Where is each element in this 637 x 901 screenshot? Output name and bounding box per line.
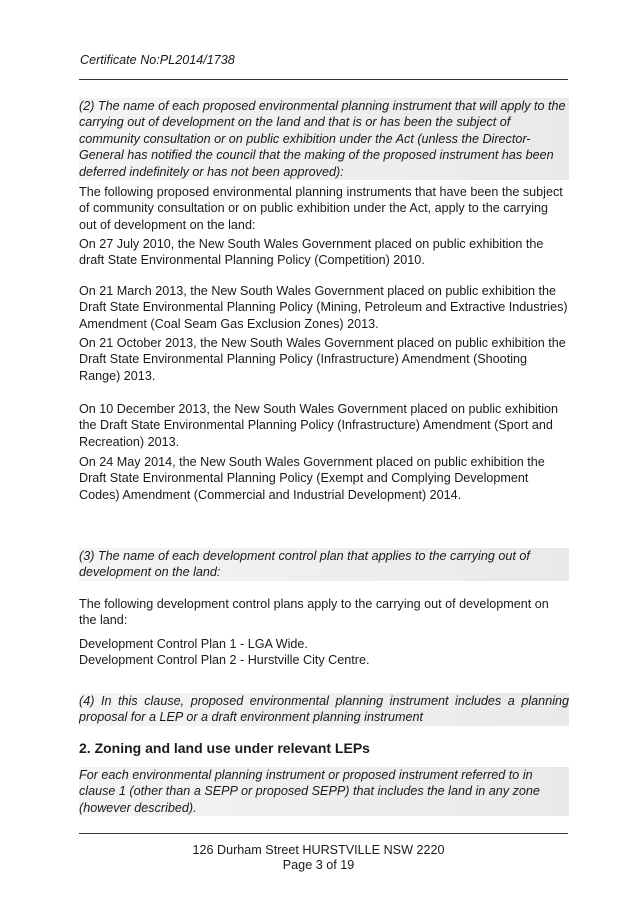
header-rule — [79, 79, 568, 80]
footer-page-number: Page 3 of 19 — [282, 858, 355, 872]
control-plan-1: Development Control Plan 1 - LGA Wide. — [79, 637, 308, 651]
item3-intro: The following development control plans apply to the carrying out of development on the land: — [79, 597, 549, 628]
section-2-text: For each environmental planning instrument or proposed instrument referred to in clause 1 (other than a SEPP or proposed SEPP) that includes the land in any zone (however described). — [79, 767, 569, 816]
item2-intro: The following proposed environmental planning instruments that have been the subject of community consultation or on public exhibition under the Act, apply to the carrying out of development on the land: — [79, 185, 563, 232]
item4-text: (4) In this clause, proposed environmental planning instrument includes a planning proposal for a LEP or a draft environment planning instrument — [79, 694, 569, 725]
item3-heading: (3) The name of each development control plan that applies to the carrying out of development on the land: — [79, 548, 569, 581]
exhibition-entry-2: On 21 March 2013, the New South Wales Government placed on public exhibition the Draft State Environmental Planning Policy (Mining, Petroleum and Extractive Industries) Amendment (Coal Seam Gas Exclusion Zones) 2013. — [79, 284, 568, 331]
exhibition-entry-5: On 24 May 2014, the New South Wales Government placed on public exhibition the Draft State Environmental Planning Policy (Exempt and Complying Development Codes) Amendment (Commercial and Industrial Development) 2014. — [79, 455, 545, 502]
item2-heading: (2) The name of each proposed environmental planning instrument that will apply to the carrying out of development on the land and that is or has been the subject of community consultation or on public exhibition under the Act (unless the Director-General has notified the council that the making of the proposed instrument has been deferred indefinitely or has not been approved): — [79, 98, 569, 180]
footer-address: 126 Durham Street HURSTVILLE NSW 2220 — [192, 843, 445, 857]
control-plan-2: Development Control Plan 2 - Hurstville City Centre. — [79, 653, 370, 667]
exhibition-entry-4: On 10 December 2013, the New South Wales Government placed on public exhibition the Draft State Environmental Planning Policy (Infrastructure) Amendment (Sport and Recreation) 2013. — [79, 402, 559, 449]
certificate-number: Certificate No:PL2014/1738 — [80, 53, 235, 67]
exhibition-entry-1: On 27 July 2010, the New South Wales Government placed on public exhibition the draft State Environmental Planning Policy (Competition) 2010. — [79, 237, 544, 268]
exhibition-entry-3: On 21 October 2013, the New South Wales Government placed on public exhibition the Draft State Environmental Planning Policy (Infrastructure) Amendment (Shooting Range) 2013. — [79, 336, 566, 383]
section-2-heading: 2. Zoning and land use under relevant LEPs — [79, 740, 370, 756]
footer-rule — [79, 833, 568, 834]
